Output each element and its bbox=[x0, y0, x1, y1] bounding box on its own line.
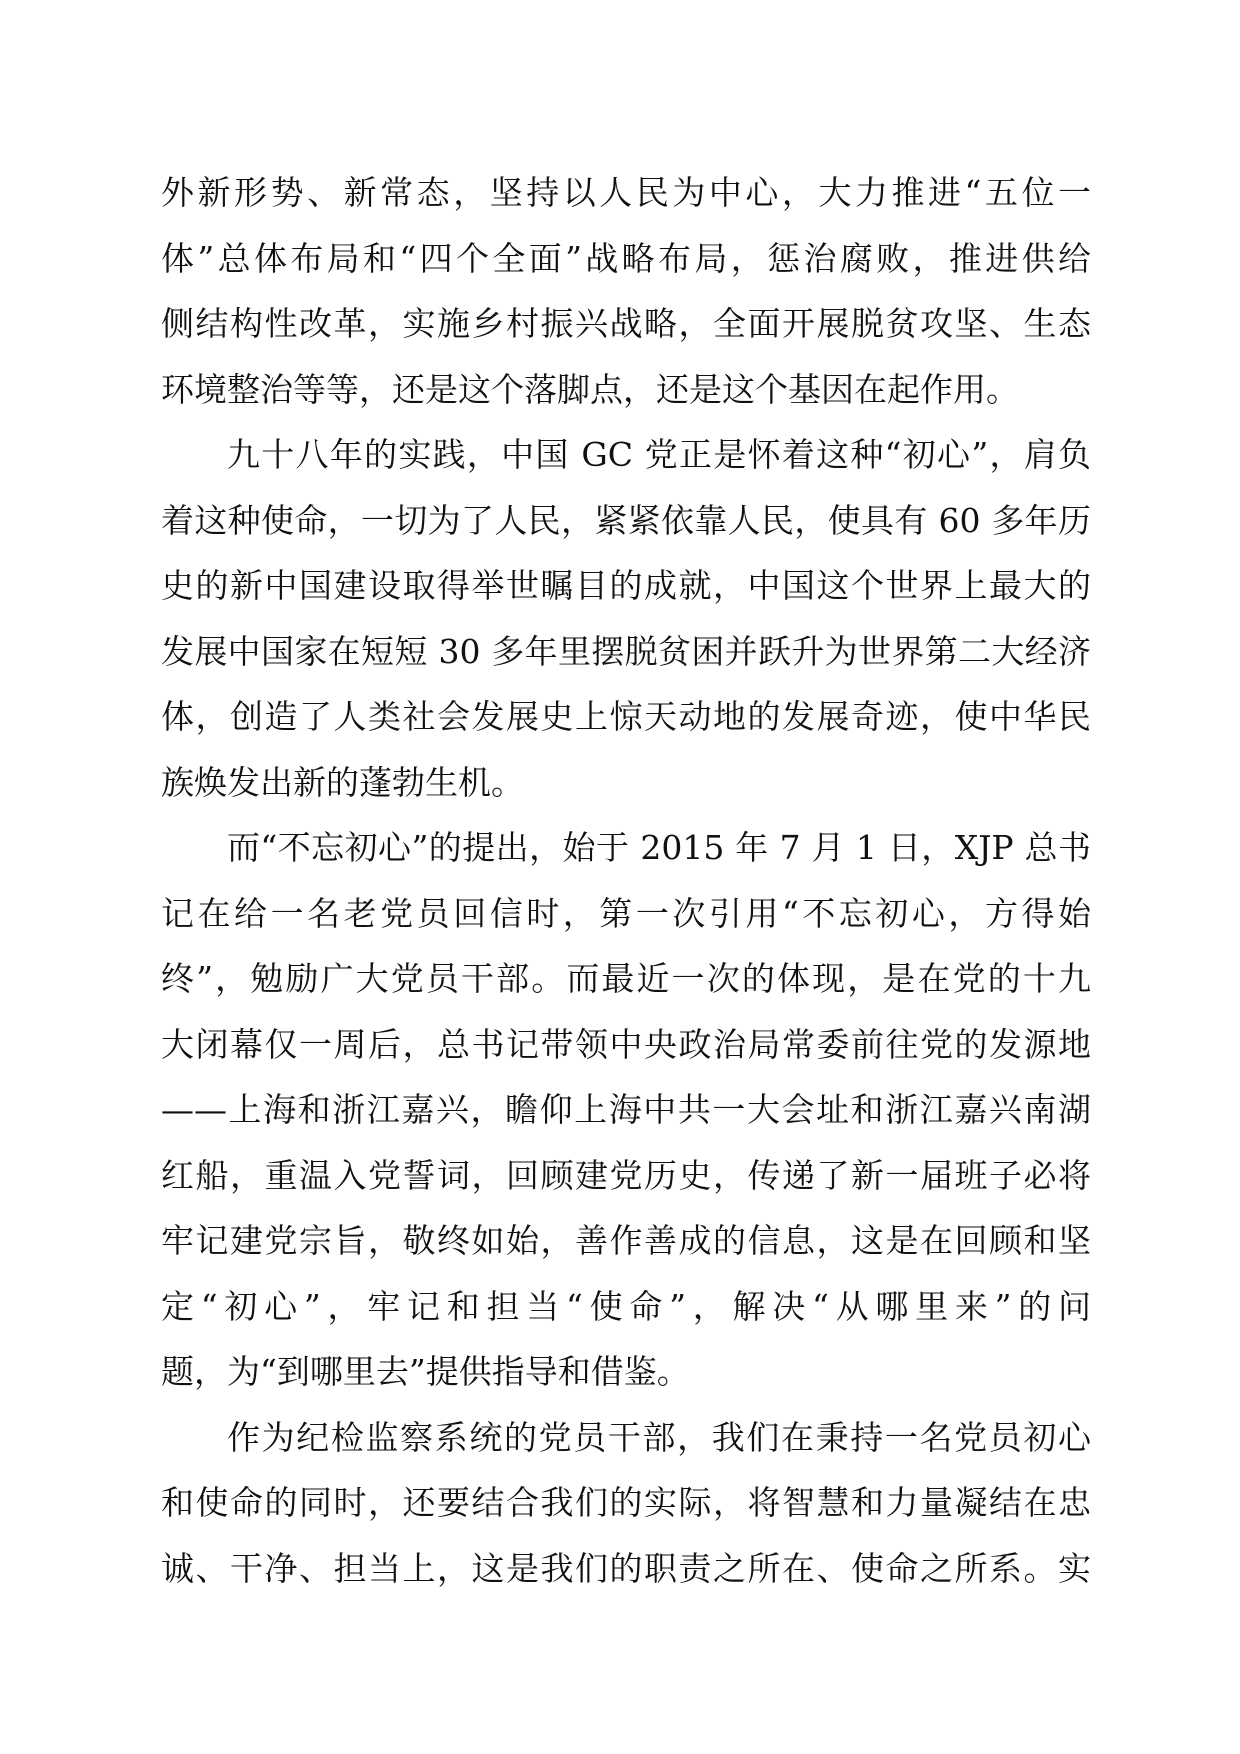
body-text bbox=[161, 160, 1091, 1601]
text-line: 和使命的同时，还要结合我们的实际，将智慧和力量凝结在忠 bbox=[161, 1483, 1091, 1522]
paragraph-4 bbox=[161, 1405, 1091, 1602]
text-line: 着这种使命，一切为了人民，紧紧依靠人民，使具有 60 多年历 bbox=[161, 500, 1091, 540]
text-line: 史的新中国建设取得举世瞩目的成就，中国这个世界上最大的 bbox=[161, 566, 1091, 605]
text-line: ——上海和浙江嘉兴，瞻仰上海中共一大会址和浙江嘉兴南湖 bbox=[161, 1090, 1091, 1129]
paragraph-3 bbox=[161, 815, 1091, 1405]
text-line: 终”，勉励广大党员干部。而最近一次的体现，是在党的十九 bbox=[161, 959, 1091, 998]
text-line: 侧结构性改革，实施乡村振兴战略，全面开展脱贫攻坚、生态 bbox=[161, 304, 1091, 343]
text-line: 九十八年的实践，中国 GC 党正是怀着这种“初心”，肩负 bbox=[227, 435, 1091, 474]
text-line: 族焕发出新的蓬勃生机。 bbox=[161, 762, 524, 802]
paragraph-2 bbox=[161, 422, 1091, 815]
text-line: 体，创造了人类社会发展史上惊天动地的发展奇迹，使中华民 bbox=[161, 697, 1091, 736]
text-line: 发展中国家在短短 30 多年里摆脱贫困并跃升为世界第二大经济 bbox=[161, 631, 1091, 671]
text-line: 大闭幕仅一周后，总书记带领中央政治局常委前往党的发源地 bbox=[161, 1024, 1091, 1064]
text-line: 牢记建党宗旨，敬终如始，善作善成的信息，这是在回顾和坚 bbox=[161, 1221, 1091, 1260]
paragraph-1 bbox=[161, 160, 1091, 422]
text-line: 作为纪检监察系统的党员干部，我们在秉持一名党员初心 bbox=[227, 1417, 1091, 1457]
text-line: 体”总体布局和“四个全面”战略布局，惩治腐败，推进供给 bbox=[161, 238, 1091, 278]
text-line: 红船，重温入党誓词，回顾建党历史，传递了新一届班子必将 bbox=[161, 1155, 1091, 1195]
text-line: 而“不忘初心”的提出，始于 2015 年 7 月 1 日，XJP 总书 bbox=[227, 828, 1091, 867]
text-line: 外新形势、新常态，坚持以人民为中心，大力推进“五位一 bbox=[161, 173, 1091, 212]
text-line: 诚、干净、担当上，这是我们的职责之所在、使命之所系。实 bbox=[161, 1548, 1091, 1588]
text-line: 环境整治等等，还是这个落脚点，还是这个基因在起作用。 bbox=[161, 369, 1019, 409]
text-line: 定“初心”，牢记和担当“使命”，解决“从哪里来”的问 bbox=[161, 1286, 1091, 1326]
text-line: 题，为“到哪里去”提供指导和借鉴。 bbox=[161, 1352, 690, 1391]
text-line: 记在给一名老党员回信时，第一次引用“不忘初心，方得始 bbox=[161, 893, 1091, 933]
